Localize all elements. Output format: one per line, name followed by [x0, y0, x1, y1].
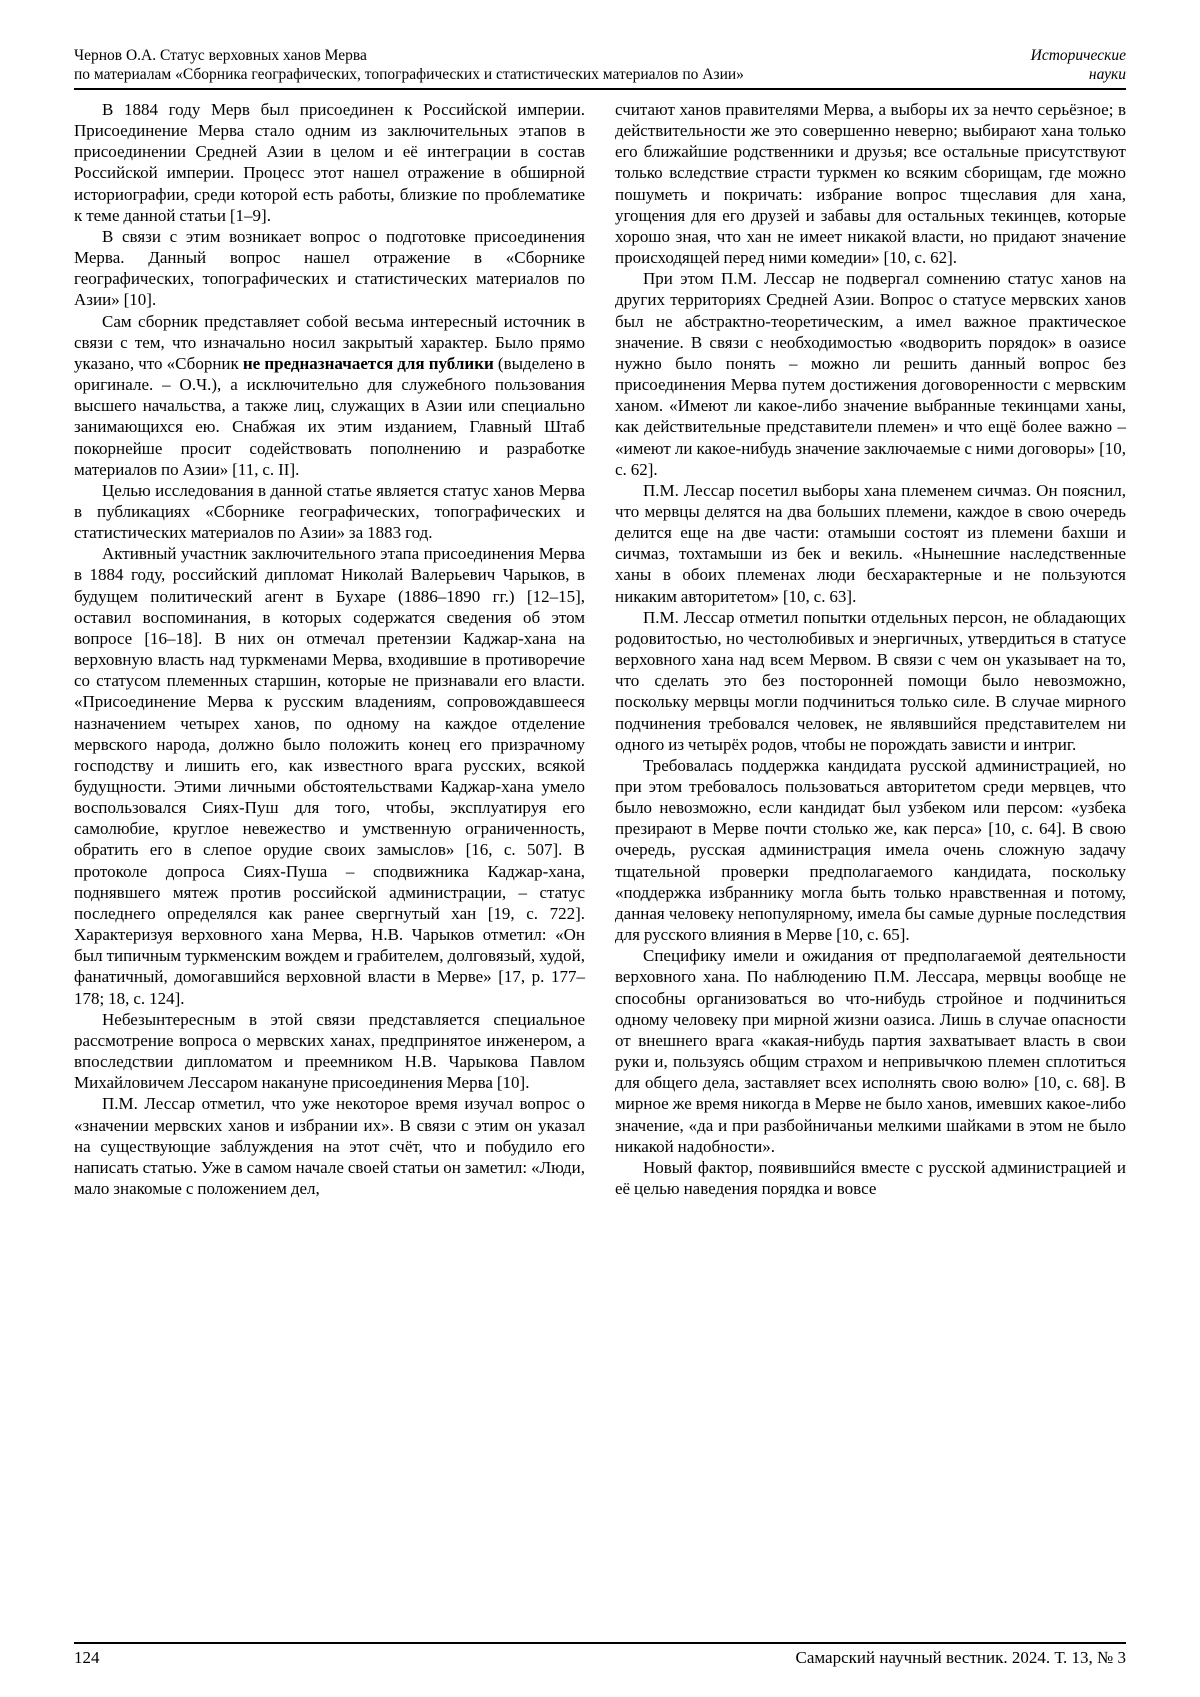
paragraph-text: (выделено в оригинале. – О.Ч.), а исключительно для служебного пользования высшего начальства, а также лиц, служащих в Азии или специально занимающихся ею. Снабжая их этим изданием, Главный Штаб покорнейше просит содействовать пополнению и разработке материалов по Азии» [11, с. II]. [74, 353, 585, 479]
section-label-line2: науки [1088, 66, 1126, 83]
page-footer [74, 1642, 1126, 1669]
paragraph [615, 99, 1126, 268]
paragraph [74, 1093, 585, 1199]
paragraph-text: П.М. Лессар отметил попытки отдельных персон, не обладающих родовитостью, но честолюбивых и энергичных, утвердиться в статусе верховного хана над всем Мервом. В связи с чем он указывает на то, что сделать это без посторонней помощи было невозможно, поскольку мервцы могли подчиниться только силе. В случае мирного подчинения требовался человек, не являвшийся представителем ни одного из четырёх родов, чтобы не порождать зависти и интриг. [615, 607, 1126, 754]
emphasis-bold: не предназначается для публики [242, 353, 494, 373]
article-body [74, 99, 1126, 1199]
paragraph-text: Сам сборник представляет собой весьма интересный источник в связи с тем, что изначально носил закрытый характер. Было прямо указано, что «Сборник [74, 311, 585, 373]
paragraph [615, 480, 1126, 607]
paragraph [615, 268, 1126, 480]
paragraph-text: Небезынтересным в этой связи представляется специальное рассмотрение вопроса о мервских ханах, предпринятое инженером, а впоследствии дипломатом и преемником Н.В. Чарыкова Павлом Михайловичем Лессаром накануне присоединения Мерва [10]. [74, 1009, 585, 1093]
paragraph [74, 99, 585, 226]
paragraph-text: Новый фактор, появившийся вместе с русской администрацией и её целью наведения порядка и вовсе [615, 1157, 1126, 1198]
footer-rule [74, 1642, 1126, 1644]
paragraph [615, 755, 1126, 945]
paragraph [74, 1009, 585, 1094]
right-column [615, 99, 1126, 1199]
section-label-line1: Исторические [1030, 47, 1126, 64]
paragraph-text: Целью исследования в данной статье является статус ханов Мерва в публикациях «Сборнике географических, топографических и статистических материалов по Азии» за 1883 год. [74, 480, 585, 543]
footer-row [74, 1647, 1126, 1669]
paragraph-text: П.М. Лессар отметил, что уже некоторое время изучал вопрос о «значении мервских ханов и избрании их». В связи с этим он указал на существующие заблуждения на этот счёт, что и побудило его написать статью. Уже в самом начале своей статьи он заметил: «Люди, мало знакомые с положением дел, [74, 1094, 585, 1198]
paragraph [615, 607, 1126, 755]
paragraph [74, 226, 585, 311]
section-label [1031, 46, 1126, 84]
page-number: 124 [74, 1648, 100, 1667]
paragraph-text: Специфику имели и ожидания от предполагаемой деятельности верховного хана. По наблюдению П.М. Лессара, мервцы вообще не способны организоваться во что-нибудь стройное и подчиниться одному человеку при мирной жизни оазиса. Лишь в случае опасности от внешнего врага «какая-нибудь партия захватывает власть в свои руки и, пользуясь общим страхом и непривычкою племен сплотиться для общего дела, заставляет всех исполнять свою волю» [10, с. 68]. В мирное же время никогда в Мерве не было ханов, имевших какое-либо значение, «да и при разбойничаньи мелкими шайками в этом не было никакой надобности». [615, 946, 1126, 1156]
paragraph [615, 945, 1126, 1157]
page-header [74, 46, 1126, 84]
header-rule [74, 88, 1126, 90]
left-column [74, 99, 585, 1199]
paragraph [615, 1157, 1126, 1199]
paragraph-text: В 1884 году Мерв был присоединен к Российской империи. Присоединение Мерва стало одним из заключительных этапов в присоединении Средней Азии в целом и её интеграции в состав Российской империи. Процесс этот нашел отражение в обширной историографии, среди которой есть работы, близкие по проблематике к теме данной статьи [1–9]. [74, 100, 585, 225]
running-title [74, 46, 744, 84]
running-title-line1: Чернов О.А. Статус верховных ханов Мерва [74, 47, 367, 64]
paragraph [74, 311, 585, 480]
running-title-line2: по материалам «Сборника географических, топографических и статистических материалов по Азии» [74, 66, 744, 83]
paragraph-text: считают ханов правителями Мерва, а выборы их за нечто серьёзное; в действительности же это совершенно неверно; выбирают хана только его ближайшие родственники и друзья; все остальные присутствуют только вследствие страсти туркмен ко всяким сборищам, где можно пошуметь и покричать: избрание вопрос тщеславия для хана, угощения для его друзей и забавы для остальных текинцев, которые хорошо зная, что хан не имеет никакой власти, но придают значение происходящей перед ними комедии» [10, с. 62]. [615, 100, 1126, 268]
paragraph [74, 543, 585, 1008]
paragraph-text: В связи с этим возникает вопрос о подготовке присоединения Мерва. Данный вопрос нашел отражение в «Сборнике географических, топографических и статистических материалов по Азии» [10]. [74, 226, 585, 310]
paragraph-text: При этом П.М. Лессар не подвергал сомнению статус ханов на других территориях Средней Азии. Вопрос о статусе мервских ханов был не абстрактно-теоретическим, а имел важное практическое значение. В связи с необходимостью «водворить порядок» в оазисе нужно было понять – можно ли решить данный вопрос без присоединения Мерва путем достижения договоренности с мервским ханом. «Имеют ли какое-либо значение выбранные текинцами ханы, как действительные представители племен» и что ещё более важно – «имеют ли какое-нибудь значение заключаемые с ними договоры» [10, с. 62]. [615, 269, 1126, 479]
paragraph-text: П.М. Лессар посетил выборы хана племенем сичмаз. Он пояснил, что мервцы делятся на два больших племени, каждое в свою очередь делится еще на две части: отамыши состоят из племени бахши и сичмаз, тохтамыши из бек и векиль. «Нынешние наследственные ханы в обоих племенах люди бесхарактерные и не пользуются никаким авторитетом» [10, с. 63]. [615, 480, 1126, 606]
paragraph-text: Активный участник заключительного этапа присоединения Мерва в 1884 году, российский дипломат Николай Валерьевич Чарыков, в будущем политический агент в Бухаре (1886–1890 гг.) [12–15], оставил воспоминания, в которых содержатся сведения об этом вопросе [16–18]. В них он отмечал претензии Каджар-хана на верховную власть над туркменами Мерва, входившие в противоречие со статусом племенных старшин, которые не признавали его власти. «Присоединение Мерва к русским владениям, сопровождавшееся назначением четырех ханов, по одному на каждое отделение мервского народа, должно было положить конец его призрачному господству и лишить его, как известного врага русских, всякой будущности. Этими личными обстоятельствами Каджар-хана умело воспользовался Сиях-Пуш для того, чтобы, эксплуатируя его самолюбие, круглое невежество и умственную ограниченность, обратить его в слепое орудие своих замыслов» [16, с. 507]. В протоколе допроса Сиях-Пуша – сподвижника Каджар-хана, поднявшего мятеж против российской администрации, – статус последнего определялся как ранее свергнутый хан [19, с. 722]. Характеризуя верховного хана Мерва, Н.В. Чарыков отметил: «Он был типичным туркменским вождем и грабителем, долговязый, худой, фанатичный, домогавшийся верховной власти в Мерве» [17, p. 177–178; 18, с. 124]. [74, 544, 585, 1008]
paragraph [74, 480, 585, 543]
journal-reference: Самарский научный вестник. 2024. Т. 13, № 3 [795, 1648, 1126, 1667]
paragraph-text: Требовалась поддержка кандидата русской администрацией, но при этом требовалось пользоваться авторитетом среди мервцев, что было невозможно, если кандидат был узбеком или персом: «узбека презирают в Мерве почти столько же, как перса» [10, с. 64]. В свою очередь, русская администрация имела очень сложную задачу тщательной проверки предполагаемого кандидата, поскольку «поддержка избраннику могла быть только нравственная и потому, данная человеку непопулярному, имела бы самые дурные последствия для русского влияния в Мерве [10, с. 65]. [615, 755, 1126, 945]
